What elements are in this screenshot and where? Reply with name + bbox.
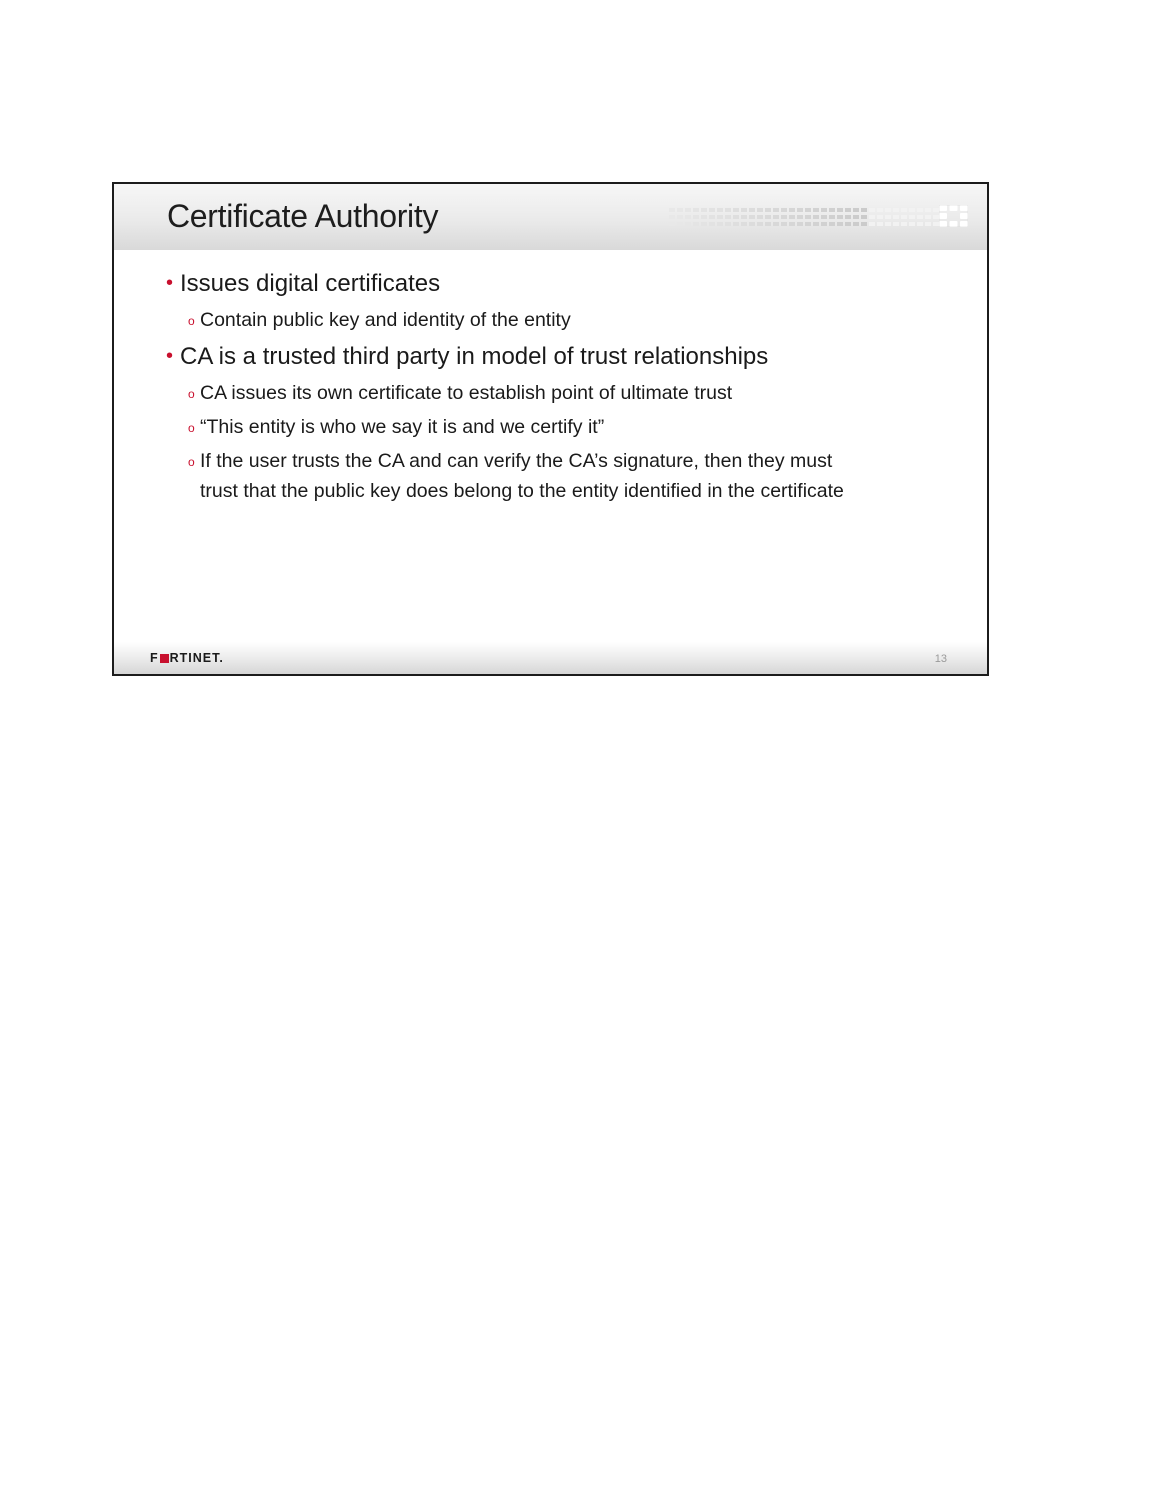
pattern-cell xyxy=(901,215,907,219)
pattern-cell xyxy=(893,222,899,226)
pattern-cell xyxy=(773,208,779,212)
bullet-ring-icon: o xyxy=(188,421,195,435)
pattern-cell xyxy=(917,208,923,212)
pattern-cell xyxy=(685,215,691,219)
pattern-cell xyxy=(845,208,851,212)
pattern-cell xyxy=(733,215,739,219)
pattern-cell xyxy=(701,222,707,226)
pattern-cell xyxy=(797,215,803,219)
pattern-cell xyxy=(885,208,891,212)
pattern-cell xyxy=(701,215,707,219)
pattern-cell xyxy=(757,208,763,212)
bullet-text-continued: trust that the public key does belong to the entity identified in the certificate xyxy=(200,480,844,502)
pattern-cell xyxy=(821,222,827,226)
pattern-cell xyxy=(693,208,699,212)
pattern-cell xyxy=(717,215,723,219)
logo-o-icon xyxy=(160,654,169,663)
pattern-cell xyxy=(877,208,883,212)
bullet-text: CA is a trusted third party in model of trust relationships xyxy=(180,343,769,370)
pattern-cell xyxy=(853,215,859,219)
pattern-cell xyxy=(757,222,763,226)
pattern-cell xyxy=(837,222,843,226)
pattern-cell xyxy=(749,222,755,226)
fortinet-pattern-icon xyxy=(669,206,939,228)
bullet-text: If the user trusts the CA and can verify the CA’s signature, then they must xyxy=(200,450,833,472)
slide-header xyxy=(114,184,987,250)
pattern-cell xyxy=(901,222,907,226)
pattern-cell xyxy=(669,208,675,212)
pattern-cell xyxy=(789,215,795,219)
pattern-cell xyxy=(901,208,907,212)
pattern-cell xyxy=(773,222,779,226)
pattern-cell xyxy=(797,208,803,212)
pattern-cell xyxy=(685,208,691,212)
pattern-cell xyxy=(829,222,835,226)
pattern-cell xyxy=(925,208,931,212)
pattern-cell xyxy=(685,222,691,226)
pattern-cell xyxy=(909,222,915,226)
pattern-cell xyxy=(725,208,731,212)
pattern-cell xyxy=(893,215,899,219)
pattern-cell xyxy=(805,222,811,226)
bullet-text: “This entity is who we say it is and we certify it” xyxy=(200,416,605,438)
slide-footer xyxy=(114,642,987,674)
bullet-level2 xyxy=(188,306,571,336)
slide-title: Certificate Authority xyxy=(167,198,439,234)
slide xyxy=(112,182,989,676)
bullet-level2 xyxy=(188,447,844,506)
pattern-cell xyxy=(781,208,787,212)
pattern-cell xyxy=(709,222,715,226)
page-number: 13 xyxy=(934,653,947,665)
pattern-cell xyxy=(765,215,771,219)
pattern-cell xyxy=(829,215,835,219)
pattern-cell xyxy=(677,215,683,219)
pattern-cell xyxy=(805,215,811,219)
pattern-cell xyxy=(885,215,891,219)
pattern-cell xyxy=(717,208,723,212)
pattern-cell xyxy=(773,215,779,219)
pattern-cell xyxy=(717,222,723,226)
bullet-ring-icon: o xyxy=(188,387,195,401)
pattern-cell xyxy=(885,222,891,226)
pattern-cell xyxy=(749,215,755,219)
bullet-text: CA issues its own certificate to establish point of ultimate trust xyxy=(200,382,733,404)
pattern-cell xyxy=(917,215,923,219)
pattern-cell xyxy=(845,215,851,219)
pattern-cell xyxy=(837,215,843,219)
pattern-cell xyxy=(821,208,827,212)
pattern-cell xyxy=(837,208,843,212)
bullet-dot-icon: • xyxy=(166,272,174,294)
pattern-cell xyxy=(829,208,835,212)
pattern-cell xyxy=(893,208,899,212)
pattern-cell xyxy=(813,222,819,226)
pattern-cell xyxy=(693,222,699,226)
bullet-dot-icon: • xyxy=(166,345,174,367)
pattern-cell xyxy=(725,215,731,219)
pattern-cell xyxy=(925,222,931,226)
pattern-cell xyxy=(813,215,819,219)
pattern-cell xyxy=(821,215,827,219)
pattern-cell xyxy=(853,208,859,212)
pattern-cell xyxy=(861,222,867,226)
pattern-cell xyxy=(677,208,683,212)
pattern-cell xyxy=(909,215,915,219)
pattern-cell xyxy=(789,222,795,226)
fortinet-logo xyxy=(150,651,224,665)
pattern-cell xyxy=(709,208,715,212)
pattern-cell xyxy=(749,208,755,212)
bullet-level1 xyxy=(166,270,440,298)
pattern-cell xyxy=(925,215,931,219)
pattern-cell xyxy=(741,208,747,212)
pattern-cell xyxy=(877,215,883,219)
pattern-cell xyxy=(797,222,803,226)
pattern-cell xyxy=(805,208,811,212)
pattern-cell xyxy=(669,215,675,219)
logo-text-pre: F xyxy=(150,651,159,665)
bullet-text: Issues digital certificates xyxy=(180,270,441,297)
pattern-cell xyxy=(917,222,923,226)
pattern-cell xyxy=(781,222,787,226)
pattern-cell xyxy=(845,222,851,226)
pattern-cell xyxy=(765,222,771,226)
pattern-cell xyxy=(765,208,771,212)
bullet-level2 xyxy=(188,379,732,409)
pattern-cell xyxy=(853,222,859,226)
pattern-cell xyxy=(701,208,707,212)
pattern-cell xyxy=(741,215,747,219)
bullet-level1 xyxy=(166,343,768,371)
pattern-cell xyxy=(741,222,747,226)
pattern-cell xyxy=(813,208,819,212)
pattern-cell xyxy=(669,222,675,226)
logo-text-post: RTINET. xyxy=(169,651,224,665)
bullet-ring-icon: o xyxy=(188,455,195,469)
pattern-cell xyxy=(877,222,883,226)
fortinet-mark-icon xyxy=(939,205,968,227)
bullet-level2 xyxy=(188,413,604,443)
pattern-cell xyxy=(861,208,867,212)
pattern-cell xyxy=(757,215,763,219)
pattern-cell xyxy=(909,208,915,212)
pattern-cell xyxy=(709,215,715,219)
pattern-cell xyxy=(677,222,683,226)
pattern-cell xyxy=(733,208,739,212)
pattern-cell xyxy=(693,215,699,219)
pattern-cell xyxy=(861,215,867,219)
pattern-cell xyxy=(725,222,731,226)
pattern-cell xyxy=(789,208,795,212)
bullet-text: Contain public key and identity of the entity xyxy=(200,309,571,331)
pattern-cell xyxy=(869,215,875,219)
pattern-cell xyxy=(733,222,739,226)
pattern-cell xyxy=(781,215,787,219)
bullet-ring-icon: o xyxy=(188,314,195,328)
pattern-cell xyxy=(869,208,875,212)
pattern-cell xyxy=(869,222,875,226)
